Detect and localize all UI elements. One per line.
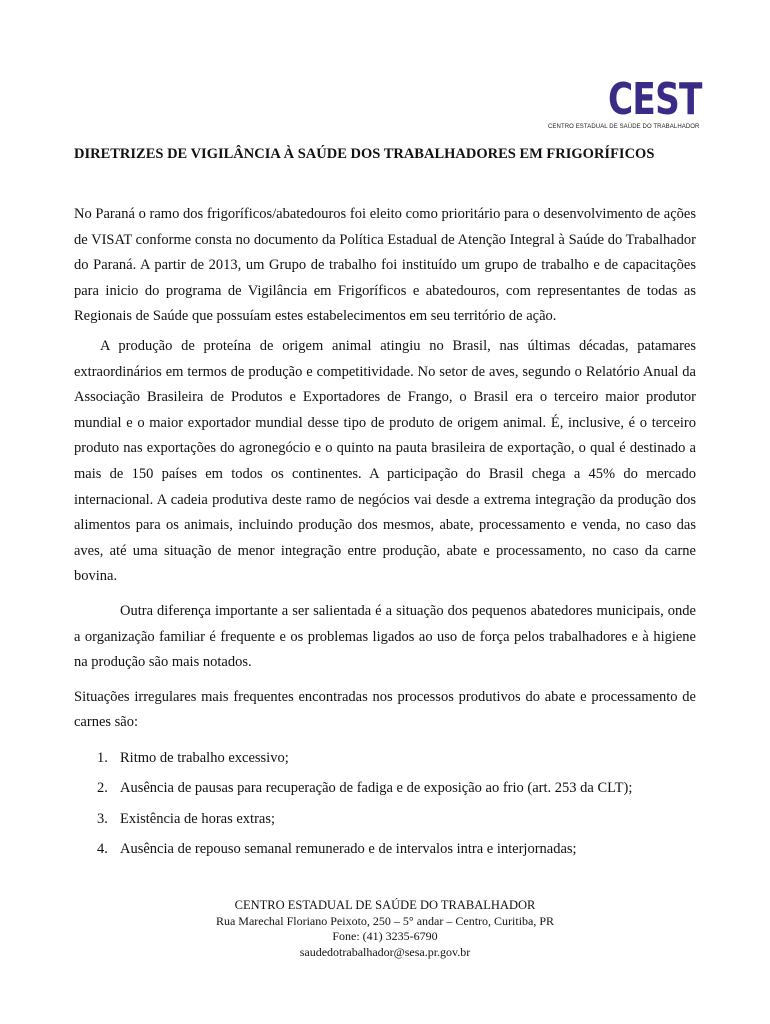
footer-address: Rua Marechal Floriano Peixoto, 250 – 5° andar – Centro, Curitiba, PR [215,913,555,928]
list-item-text: Ausência de repouso semanal remunerado e de intervalos intra e interjornadas; [120,841,577,858]
paragraph-intro: No Paraná o ramo dos frigoríficos/abatedouros foi eleito como prioritário para o desenvolvimento de ações de VISAT conforme consta no documento da Política Estadual de Atenção Integral à Saúde do Trabalhador do Paraná. A partir de 2013, um Grupo de trabalho foi instituído um grupo de trabalho e de capacitações para inicio do programa de Vigilância em Frigoríficos e abatedouros, com representantes de todas as Regionais de Saúde que possuíam estes estabelecimentos em seu território de ação. [74,206,696,325]
list-item [74,804,696,835]
list-item [74,743,696,774]
list-item-text: Ausência de pausas para recuperação de fadiga e de exposição ao frio (art. 253 da CLT); [120,780,633,797]
logo-subtitle: CENTRO ESTADUAL DE SAÚDE DO TRABALHADOR [548,124,700,130]
paragraph-municipal: Outra diferença importante a ser salientada é a situação dos pequenos abatedores municipais, onde a organização familiar é frequente e os problemas ligados ao uso de força pelos trabalhadores e à higiene na produção são mais notados. [74,602,696,671]
logo-wordmark: CEST [608,74,702,125]
document-body [74,202,696,865]
cest-logo [548,74,702,132]
page-footer [0,898,770,960]
list-item-number: 3. [97,810,108,827]
list-item-text: Ritmo de trabalho excessivo; [120,749,289,766]
list-item-number: 1. [97,749,108,766]
list-item [74,773,696,804]
footer-org: CENTRO ESTADUAL DE SAÚDE DO TRABALHADOR [234,898,536,912]
irregularities-list [74,743,696,865]
paragraph-irregular: Situações irregulares mais frequentes encontradas nos processos produtivos do abate e processamento de carnes são: [74,688,696,731]
list-item-text: Existência de horas extras; [120,810,276,827]
document-title: DIRETRIZES DE VIGILÂNCIA À SAÚDE DOS TRABALHADORES EM FRIGORÍFICOS [74,146,655,162]
footer-phone: Fone: (41) 3235-6790 [332,929,438,944]
list-item-number: 4. [97,841,108,858]
list-item-number: 2. [97,780,108,797]
list-item [74,834,696,865]
footer-email: saudedotrabalhador@sesa.pr.gov.br [299,944,471,959]
paragraph-production: A produção de proteína de origem animal atingiu no Brasil, nas últimas décadas, patamares extraordinários em termos de produção e competitividade. No setor de aves, segundo o Relatório Anual da Associação Brasileira de Produtos e Exportadores de Frango, o Brasil era o terceiro maior produtor mundial e o maior exportador mundial desse tipo de produto de origem animal. É, inclusive, é o terceiro produto nas exportações do agronegócio e o quinto na pauta brasileira de exportação, o qual é destinado a mais de 150 países em todos os continentes. A participação do Brasil chega a 45% do mercado internacional. A cadeia produtiva deste ramo de negócios vai desde a extrema integração da produção dos alimentos para os animais, incluindo produção dos mesmos, abate, processamento e venda, no caso das aves, até uma situação de menor integração entre produção, abate e processamento, no caso da carne bovina. [74,337,696,585]
